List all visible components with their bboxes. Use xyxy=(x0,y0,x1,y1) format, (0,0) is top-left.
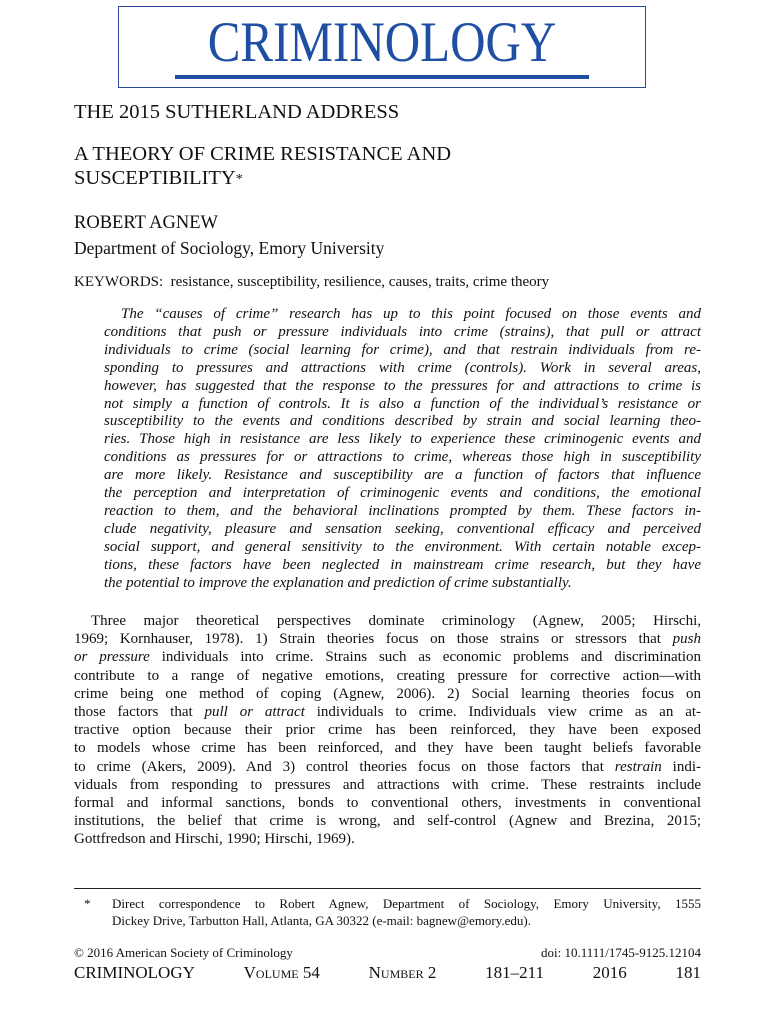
body-line: Three major theoretical perspectives dominate criminology (Agnew, 2005; Hirschi, xyxy=(91,613,701,629)
journal-footer xyxy=(74,962,701,984)
copyright: © 2016 American Society of Criminology xyxy=(74,945,293,960)
abstract-line: are more likely. Resistance and susceptibility are a function of factors that influence xyxy=(104,467,701,484)
doi: doi: 10.1111/1745-9125.12104 xyxy=(541,945,701,960)
body-line: to crime (Akers, 2009). And 3) control theories focus on those factors that restrain indi- xyxy=(74,758,701,775)
journal-name: CRIMINOLOGY xyxy=(207,11,557,74)
abstract-line: clude negativity, pleasure and sensation seeking, conventional efficacy and perceived xyxy=(104,520,701,537)
body-line: or pressure individuals into crime. Strains such as economic problems and discrimination xyxy=(74,649,701,666)
footer-year: 2016 xyxy=(592,963,627,982)
abstract-line: individuals to crime (social learning for crime), and that restrain individuals from re- xyxy=(104,341,701,358)
footer-page-number: 181 xyxy=(675,963,701,982)
body-line: those factors that pull or attract individuals to crime. Individuals view crime as an at- xyxy=(74,704,702,721)
footnote-mark: * xyxy=(84,896,91,911)
abstract-line: conditions as pressures for or attractions to crime, whereas those high in susceptibility xyxy=(104,449,701,466)
title-footnote-mark: * xyxy=(235,172,243,187)
body-line: Gottfredson and Hirschi, 1990; Hirschi, 1969). xyxy=(74,831,355,848)
body-line: institutions, the belief that crime is wrong, and self-control (Agnew and Brezina, 2015; xyxy=(74,813,701,830)
keywords-list: resistance, susceptibility, resilience, causes, traits, crime theory xyxy=(170,274,550,290)
footnote xyxy=(74,896,701,929)
abstract-line: however, has suggested that the response to the pressures for and attractions to crime is xyxy=(104,377,701,394)
title-line-2: SUSCEPTIBILITY xyxy=(74,167,236,189)
abstract-line: ries. Those high in resistance are less likely to experience these criminogenic events and xyxy=(104,431,701,448)
footnote-line-2: Dickey Drive, Tarbutton Hall, Atlanta, GA 30322 (e-mail: bagnew@emory.edu). xyxy=(112,912,532,928)
footer-number: Number 2 xyxy=(368,963,437,982)
footer-journal: CRIMINOLOGY xyxy=(74,963,195,982)
abstract-line: conditions that push or pressure individuals into crime (strains), that pull or attract xyxy=(104,323,701,340)
abstract-line: the potential to improve the explanation and prediction of crime substantially. xyxy=(104,574,572,591)
author-name: ROBERT AGNEW xyxy=(74,213,218,233)
body-line: to models whose crime has been reinforced, and they have been taught beliefs favorable xyxy=(74,740,701,757)
body-line: viduals from responding to pressures and attractions with crime. These restraints include xyxy=(74,776,701,793)
abstract xyxy=(104,306,701,593)
footnote-line-1: Direct correspondence to Robert Agnew, Department of Sociology, Emory University, 1555 xyxy=(112,896,701,911)
abstract-line: not simply a function of controls. It is also a function of the individual’s resistance or xyxy=(104,395,701,412)
abstract-line: the perception and interpretation of criminogenic events and conditions, the emotional xyxy=(104,485,701,502)
footer-volume: Volume 54 xyxy=(243,963,320,982)
footnote-divider xyxy=(74,888,701,889)
abstract-line: social support, and general sensitivity to the environment. With certain notable excep- xyxy=(104,538,701,555)
abstract-line: The “causes of crime” research has up to this point focused on those events and xyxy=(121,306,701,322)
keywords xyxy=(74,272,549,292)
keywords-label: KEYWORDS: xyxy=(74,274,164,290)
address-heading: THE 2015 SUTHERLAND ADDRESS xyxy=(74,101,400,123)
abstract-line: sponding to pressures and attractions with crime (controls). Work in several areas, xyxy=(104,359,701,376)
body-paragraph xyxy=(74,612,701,849)
abstract-line: tions, these factors have been neglected in mainstream crime research, but they have xyxy=(104,556,701,573)
abstract-line: susceptibility to the events and conditions described by strain and social learning theo- xyxy=(104,413,701,430)
body-line: crime being one method of coping (Agnew, 2006). 2) Social learning theories focus on xyxy=(74,685,701,702)
article-title xyxy=(74,142,634,190)
title-line-1: A THEORY OF CRIME RESISTANCE AND xyxy=(74,143,452,165)
abstract-line: reaction to them, and the behavioral inclinations prompted by them. These factors in- xyxy=(104,502,701,519)
body-line: 1969; Kornhauser, 1978). 1) Strain theories focus on those strains or stressors that push xyxy=(74,631,701,648)
body-line: formal and informal sanctions, bonds to conventional others, investments in conventional xyxy=(74,795,701,812)
body-line: tractive option because their prior crime has been reinforced, they have been exposed xyxy=(74,722,701,739)
masthead-underline xyxy=(175,75,589,79)
body-line: contribute to a range of negative emotions, creating pressure for corrective action—with xyxy=(74,667,701,684)
footer-pages: 181–211 xyxy=(485,963,544,982)
author-affiliation: Department of Sociology, Emory University xyxy=(74,238,385,258)
journal-masthead xyxy=(118,6,646,88)
